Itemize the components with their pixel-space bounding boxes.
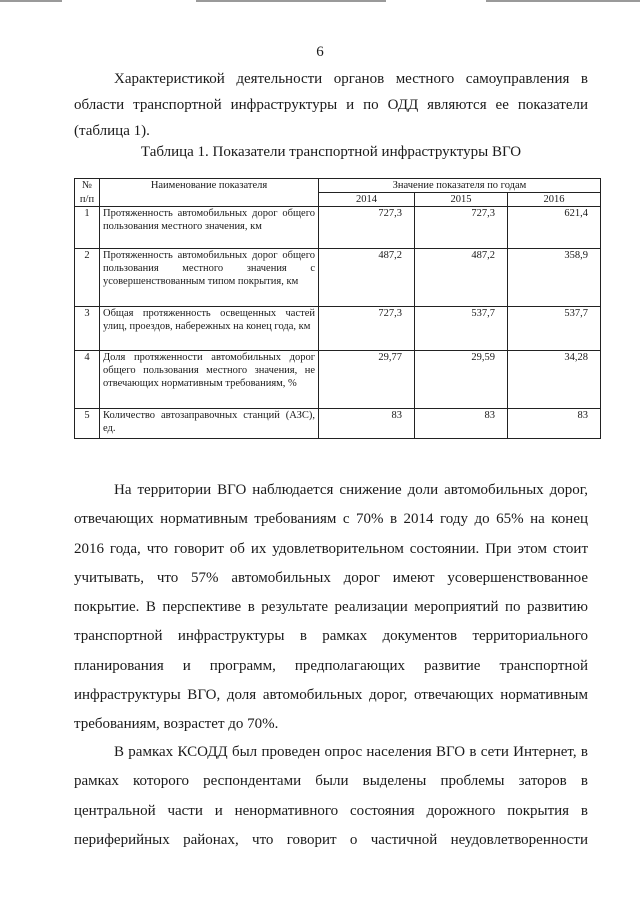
row-name: Количество автозаправочных станций (АЗС), ед. xyxy=(100,409,319,439)
row-num: 2 xyxy=(75,249,100,307)
scan-edge-left xyxy=(0,0,62,2)
row-value: 487,2 xyxy=(415,249,508,307)
body-paragraph-1: На территории ВГО наблюдается снижение доли автомобильных дорог, отвечающих нормативным требованиям с 70% в 2014 году до 65% на конец 2016 года, что говорит об их удовлетворительном состоянии. При этом стоит учитывать, что 57% автомобильных дорог имеют усовершенствованное покрытие. В перспективе в результате реализации мероприятий по развитию транспортной инфраструктуры в рамках документов территориального планирования и программ, предполагающих развитие транспортной инфраструктуры ВГО, доля автомобильных дорог, отвечающих нормативным требованиям, возрастет до 70%. xyxy=(74,482,588,733)
row-value: 29,59 xyxy=(415,351,508,409)
header-num-sub: п/п xyxy=(75,193,100,207)
table-row xyxy=(75,249,601,307)
row-value: 358,9 xyxy=(508,249,601,307)
table-caption: Таблица 1. Показатели транспортной инфраструктуры ВГО xyxy=(140,144,522,160)
scan-edge-mid xyxy=(196,0,386,2)
body-paragraph-2: В рамках КСОДД был проведен опрос населения ВГО в сети Интернет, в рамках которого респондентами были выделены проблемы заторов в центральной части и ненормативного состояния дорожного покрытия в периферийных районах, что говорит о частичной неудовлетворенности xyxy=(74,744,588,848)
row-value: 83 xyxy=(508,409,601,439)
row-value: 537,7 xyxy=(415,307,508,351)
row-value: 537,7 xyxy=(508,307,601,351)
intro-line-2: области транспортной инфраструктуры и по ОДД являются ее показатели xyxy=(74,97,588,113)
row-value: 727,3 xyxy=(319,207,415,249)
header-year: 2015 xyxy=(415,193,508,207)
header-values-group: Значение показателя по годам xyxy=(319,179,601,193)
row-name: Общая протяженность освещенных частей улиц, проездов, набережных на конец года, км xyxy=(100,307,319,351)
header-num: № xyxy=(75,179,100,193)
table-row xyxy=(75,307,601,351)
row-num: 4 xyxy=(75,351,100,409)
row-name: Доля протяженности автомобильных дорог общего пользования местного значения, не отвечающих нормативным требованиям, % xyxy=(100,351,319,409)
row-value: 727,3 xyxy=(319,307,415,351)
row-value: 34,28 xyxy=(508,351,601,409)
row-name: Протяженность автомобильных дорог общего пользования местного значения, км xyxy=(100,207,319,249)
row-value: 83 xyxy=(319,409,415,439)
row-num: 3 xyxy=(75,307,100,351)
table-row xyxy=(75,351,601,409)
table-row xyxy=(75,409,601,439)
row-value: 29,77 xyxy=(319,351,415,409)
header-year: 2016 xyxy=(508,193,601,207)
table-header-row xyxy=(75,179,601,193)
row-value: 727,3 xyxy=(415,207,508,249)
header-name: Наименование показателя xyxy=(100,179,319,207)
row-num: 5 xyxy=(75,409,100,439)
row-value: 487,2 xyxy=(319,249,415,307)
scan-edge-right xyxy=(486,0,640,2)
page-number: 6 xyxy=(316,44,324,60)
intro-line-3: (таблица 1). xyxy=(74,123,150,139)
indicators-table xyxy=(74,178,601,439)
row-name: Протяженность автомобильных дорог общего пользования местного значения с усовершенствованным типом покрытия, км xyxy=(100,249,319,307)
row-value: 621,4 xyxy=(508,207,601,249)
table-row xyxy=(75,207,601,249)
row-value: 83 xyxy=(415,409,508,439)
intro-line-1: Характеристикой деятельности органов местного самоуправления в xyxy=(114,71,588,87)
header-year: 2014 xyxy=(319,193,415,207)
row-num: 1 xyxy=(75,207,100,249)
